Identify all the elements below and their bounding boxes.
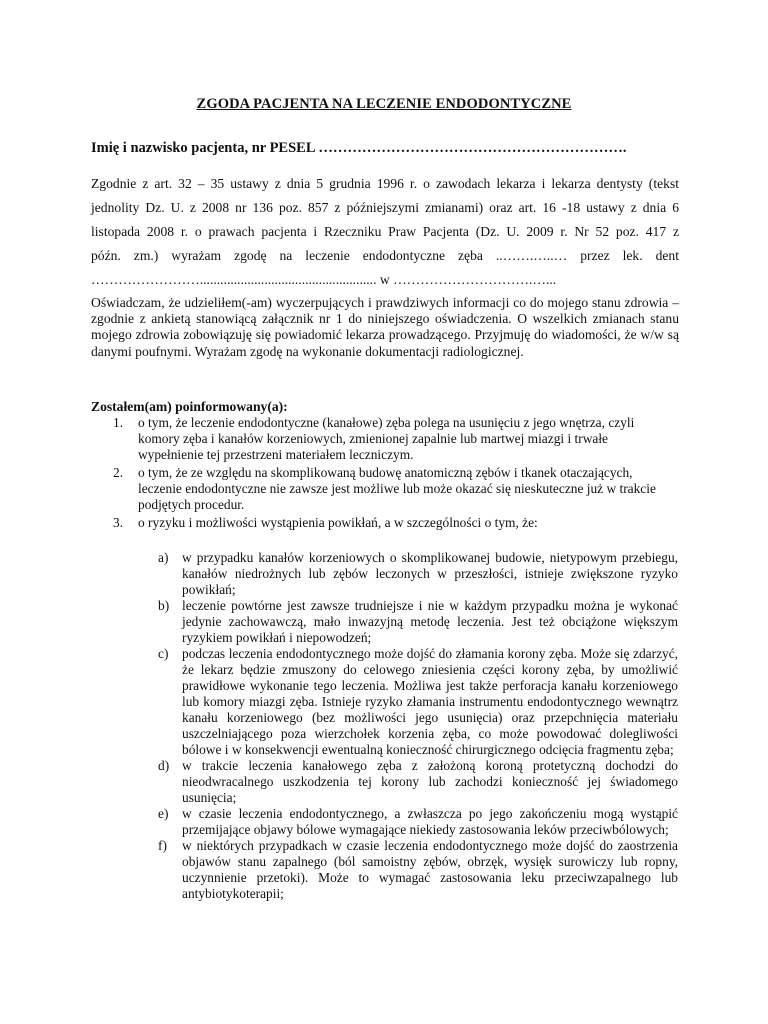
sublist-item: [158, 550, 678, 598]
list-item: [91, 415, 679, 463]
intro-line: Zgodnie z art. 32 – 35 ustawy z dnia 5 grudnia 1996 r. o zawodach lekarza i lekarza dentysty (tekst: [91, 176, 679, 191]
patient-name-pesel-line: Imię i nazwisko pacjenta, nr PESEL ……………………………………………………….: [91, 140, 627, 156]
list-item-text: o tym, że ze względu na skomplikowaną budowę anatomiczną zębów i tkanek otaczających, leczenie endodontyczne nie zawsze jest możliwe lub może okazać się nieskuteczne już w trakcie podjętych procedur.: [138, 465, 656, 512]
list-item-number: 1.: [113, 415, 124, 430]
intro-line: jednolity Dz. U. z 2008 nr 136 poz. 857 z późniejszymi zmianami) oraz art. 16 -18 ustawy z dnia 6: [91, 200, 679, 215]
list-item-number: 2.: [113, 465, 124, 480]
sublist-item-letter: c): [158, 646, 169, 661]
sublist-item-text: w niektórych przypadkach w czasie leczenia endodontycznego może dojść do zaostrzenia objawów stanu zapalnego (ból samoistny zębów, obrzęk, wysięk surowiczy lub ropny, uczynnienie przetoki). Może to wymagać zastosowania leku przeciwzapalnego lub antybiotykoterapii;: [182, 838, 678, 901]
sublist-item: [158, 598, 678, 646]
sublist-item: [158, 838, 678, 902]
intro-line: …………………….................................................... w ………………………….…...: [91, 272, 557, 287]
sublist-item-text: w czasie leczenia endodontycznego, a zwłaszcza po jego zakończeniu mogą wystąpić przemijające objawy bólowe wymagające niekiedy zastosowania leków przeciwbólowych;: [182, 806, 678, 837]
intro-line: listopada 2008 r. o prawach pacjenta i Rzeczniku Praw Pacjenta (Dz. U. 2009 r. Nr 52 poz. 417 z: [91, 224, 679, 239]
sublist-item: [158, 806, 678, 838]
sublist-item-text: podczas leczenia endodontycznego może dojść do złamania korony zęba. Może się zdarzyć, że lekarz będzie zmuszony do celowego zniesienia części korony zęba, by umożliwić prawidłowe wykonanie tego leczenia. Możliwa jest także perforacja kanału korzeniowego lub komory miazgi zęba. Istnieje ryzyko złamania instrumentu endodontycznego wewnątrz kanału korzeniowego (bez możliwości jego usunięcia) oraz przepchnięcia materiału uszczelniającego poza wierzchołek korzenia zęba, co może powodować dolegliwości bólowe i w konsekwencji ewentualną konieczność chirurgicznego odcięcia fragmentu zęba;: [182, 646, 678, 757]
list-item: [91, 465, 679, 513]
intro-line: późn. zm.) wyrażam zgodę na leczenie endodontyczne zęba ..…….…..… przez lek. dent: [91, 248, 679, 263]
sublist-item-letter: f): [158, 838, 167, 853]
sublist-item-letter: b): [158, 598, 170, 613]
list-item-text: o ryzyku i możliwości wystąpienia powikłań, a w szczególności o tym, że:: [138, 515, 538, 530]
informed-heading: Zostałem(am) poinformowany(a):: [91, 399, 288, 414]
list-item-text: o tym, że leczenie endodontyczne (kanałowe) zęba polega na usunięciu z jego wnętrza, czyli komory zęba i kanałów korzeniowych, zmienionej zapalnie lub martwej miazgi i trwałe wypełnienie tej przestrzeni materiałem leczniczym.: [138, 415, 635, 462]
list-item: [91, 515, 679, 531]
sublist-item: [158, 646, 678, 758]
document-title: ZGODA PACJENTA NA LECZENIE ENDODONTYCZNE: [196, 96, 572, 112]
sublist-item-text: leczenie powtórne jest zawsze trudniejsze i nie w każdym przypadku można je wykonać jedynie zachowawczą, mało inwazyjną metodę leczenia. Jest też obciążone większym ryzykiem powikłań i niepowodzeń;: [182, 598, 678, 645]
numbered-list: [91, 415, 679, 531]
list-item-number: 3.: [113, 515, 124, 530]
sublist-item-text: w trakcie leczenia kanałowego zęba z założoną koroną protetyczną dochodzi do nieodwracalnego uszkodzenia tej korony lub zachodzi konieczność jej świadomego usunięcia;: [182, 758, 678, 805]
sublist-item-letter: a): [158, 550, 169, 565]
sublist-item: [158, 758, 678, 806]
sublist-item-letter: e): [158, 806, 169, 821]
statement-paragraph: Oświadczam, że udzieliłem(-am) wyczerpujących i prawdziwych informacji co do mojego stanu zdrowia – zgodnie z ankietą stanowiącą załącznik nr 1 do niniejszego oświadczenia. O wszelkich zmianach stanu mojego zdrowia zobowiązuję się powiadomić lekarza prowadzącego. Przyjmuję do wiadomości, że w/w są danymi poufnymi. Wyrażam zgodę na wykonanie dokumentacji radiologicznej.: [91, 295, 679, 359]
lettered-sublist: [158, 550, 678, 902]
sublist-item-letter: d): [158, 758, 170, 773]
sublist-item-text: w przypadku kanałów korzeniowych o skomplikowanej budowie, nietypowym przebiegu, kanałów niedrożnych lub zębów leczonych w przeszłości, istnieje zwiększone ryzyko powikłań;: [182, 550, 678, 597]
intro-paragraph: [91, 172, 679, 292]
